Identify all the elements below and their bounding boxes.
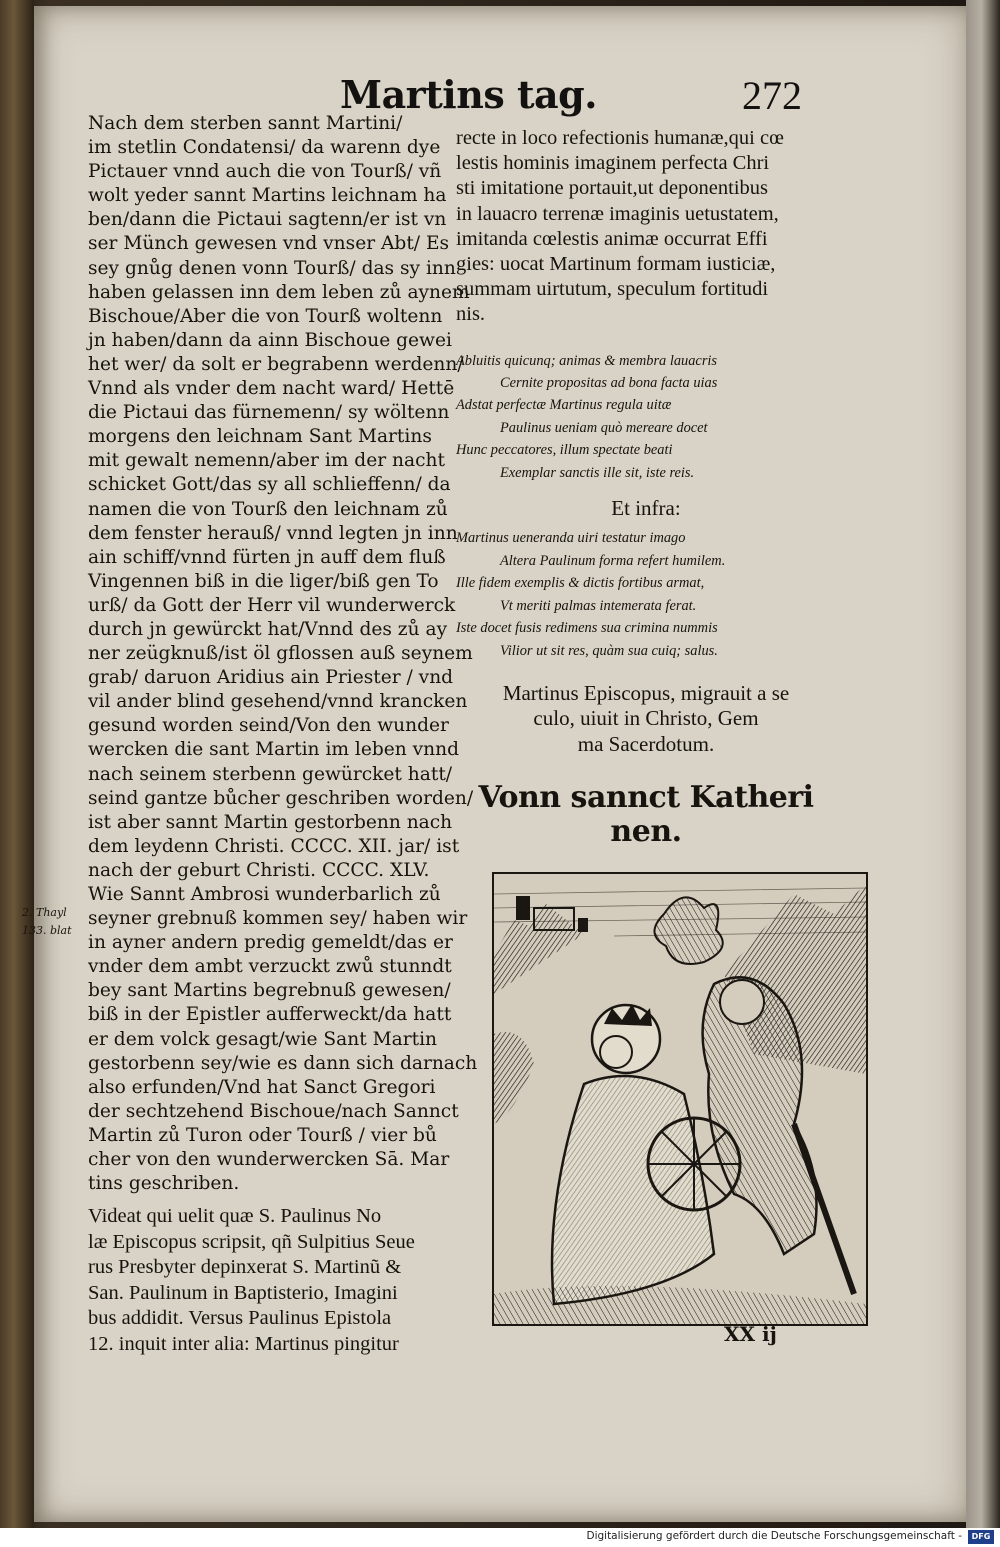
text-line: dem fenster herauß/ vnnd legten jn inn xyxy=(88,522,458,544)
left-column-german-text xyxy=(88,112,478,1196)
et-infra-heading: Et infra: xyxy=(611,496,681,521)
text-line: morgens den leichnam Sant Martins xyxy=(88,426,432,448)
right-column-prose xyxy=(456,126,836,328)
epitaph-line: culo, uiuit in Christo, Gem xyxy=(533,706,759,731)
text-line: im stetlin Condatensi/ da warenn dye xyxy=(88,137,441,159)
text-line: cher von den wunderwercken Sā. Mar xyxy=(88,1149,450,1171)
text-line: Bischoue/Aber die von Tourß woltenn xyxy=(88,305,443,327)
text-line: namen die von Tourß den leichnam zů xyxy=(88,498,448,520)
text-line: gesund worden seind/Von den wunder xyxy=(88,715,449,737)
folio-number: 272 xyxy=(742,73,802,118)
prose-line: imitanda cœlestis animæ occurrat Effi xyxy=(456,227,768,250)
epitaph-line: Martinus Episcopus, migrauit a se xyxy=(502,680,790,705)
text-line: also erfunden/Vnd hat Sanct Gregori xyxy=(88,1076,436,1098)
verse-block-1 xyxy=(456,350,836,484)
text-line: gestorbenn sey/wie es dann sich darnach xyxy=(88,1052,478,1074)
text-line: Pictauer vnnd auch die von Tourß/ vñ xyxy=(88,161,442,183)
text-line: seyner grebnuß kommen sey/ haben wir xyxy=(88,908,468,930)
text-line: nach seinem sterbenn gewürcket hatt/ xyxy=(88,763,453,785)
text-line: tins geschriben. xyxy=(88,1173,240,1195)
funding-notice: Digitalisierung gefördert durch die Deutsche Forschungsgemeinschaft - xyxy=(586,1530,962,1542)
margin-note xyxy=(22,904,72,940)
text-line: vil ander blind gesehend/vnnd krancken xyxy=(88,691,468,713)
prose-line: recte in loco refectionis humanæ,qui cœ xyxy=(456,127,784,149)
text-line: mit gewalt nemenn/aber im der nacht xyxy=(88,450,445,472)
verse-line: Adstat perfectæ Martinus regula uitæ xyxy=(456,397,672,414)
heading-line: Vonn sannct Katheri xyxy=(478,780,814,816)
prose-line: in lauacro terrenæ imaginis uetustatem, xyxy=(456,202,779,225)
dfg-logo: DFG xyxy=(968,1530,994,1544)
verse-line: Cernite propositas ad bona facta uias xyxy=(500,375,718,392)
text-line: in ayner andern predig gemeldt/das er xyxy=(88,932,453,954)
latin-text-line: 12. inquit inter alia: Martinus pingitur xyxy=(88,1332,399,1355)
footer-bar xyxy=(0,1528,1000,1547)
latin-text-line: San. Paulinum in Baptisterio, Imagini xyxy=(88,1281,398,1304)
text-line: nach der geburt Christi. CCCC. XLV. xyxy=(88,859,430,881)
signature-mark: XX ij xyxy=(724,1322,777,1346)
text-line: Vingennen biß in die liger/biß gen To xyxy=(88,570,439,592)
woodcut-illustration xyxy=(492,872,868,1326)
prose-line: summam uirtutum, speculum fortitudi xyxy=(456,278,769,301)
left-column-latin-text xyxy=(88,1204,448,1357)
text-line: bey sant Martins begrebnuß gewesen/ xyxy=(88,980,451,1002)
margin-note-line: 133. blat xyxy=(22,924,72,937)
epitaph xyxy=(456,681,836,758)
text-line: durch jn gewürckt hat/Vnnd des zů ay xyxy=(88,618,448,640)
latin-text-line: rus Presbyter depinxerat S. Martinũ & xyxy=(88,1256,402,1279)
text-line: Vnnd als vnder dem nacht ward/ Hettē xyxy=(88,378,455,400)
prose-line: lestis hominis imaginem perfecta Chri xyxy=(456,152,770,175)
verse-block-2 xyxy=(456,527,836,663)
verse-line: Ille fidem exemplis & dictis fortibus armat, xyxy=(456,575,705,592)
binding-edge xyxy=(0,0,34,1528)
right-column xyxy=(456,126,836,849)
text-line: ain schiff/vnnd fürten jn auff dem fluß xyxy=(88,546,446,568)
text-line: het wer/ da solt er begrabenn werdenn/ xyxy=(88,353,464,375)
verse-line: Paulinus ueniam quò mereare docet xyxy=(500,419,708,436)
text-line: dem leydenn Christi. CCCC. XII. jar/ ist xyxy=(88,835,460,857)
text-line: Wie Sannt Ambrosi wunderbarlich zů xyxy=(88,884,441,905)
running-title: Martins tag. xyxy=(340,72,597,117)
text-line: ner zeügknuß/ist öl gflossen auß seynem xyxy=(88,643,473,665)
left-column xyxy=(88,112,478,1357)
latin-text-line: læ Episcopus scripsit, qñ Sulpitius Seue xyxy=(88,1230,415,1253)
text-line: Martin zů Turon oder Tourß / vier bů xyxy=(88,1124,437,1146)
verse-line: Abluitis quicunq; animas & membra lauacris xyxy=(456,352,718,369)
verse-line: Martinus ueneranda uiri testatur imago xyxy=(456,530,686,547)
text-line: urß/ da Gott der Herr vil wunderwerck xyxy=(88,594,456,616)
prose-line: gies: uocat Martinum formam iusticiæ, xyxy=(456,253,776,276)
text-line: wercken die sant Martin im leben vnnd xyxy=(88,739,460,761)
prose-line: sti imitatione portauit,ut deponentibus xyxy=(456,177,769,200)
text-line: jn haben/dann da ainn Bischoue gewei xyxy=(88,329,452,351)
verse-line: Hunc peccatores, illum spectate beati xyxy=(456,442,673,459)
heading-line: nen. xyxy=(610,814,682,850)
verse-line: Vt meriti palmas intemerata ferat. xyxy=(500,597,697,614)
text-line: ist aber sannt Martin gestorbenn nach xyxy=(88,811,453,833)
text-line: vnder dem ambt verzuckt zwů stunndt xyxy=(88,956,452,978)
epitaph-line: ma Sacerdotum. xyxy=(577,731,715,756)
text-line: wolt yeder sannt Martins leichnam ha xyxy=(88,185,447,207)
text-line: haben gelassen inn dem leben zů aynem xyxy=(88,281,470,303)
verse-line: Iste docet fusis redimens sua crimina nummis xyxy=(456,620,718,637)
page-fore-edge xyxy=(966,0,1000,1528)
prose-line: nis. xyxy=(456,303,486,326)
latin-text-line: bus addidit. Versus Paulinus Epistola xyxy=(88,1307,392,1330)
latin-text-line: Videat qui uelit quæ S. Paulinus No xyxy=(88,1205,382,1228)
text-line: seind gantze bůcher geschriben worden/ xyxy=(88,787,474,809)
text-line: biß in der Epistler aufferweckt/da hatt xyxy=(88,1004,452,1026)
text-line: die Pictaui das fürnemenn/ sy wöltenn xyxy=(88,402,450,424)
section-heading xyxy=(456,781,836,849)
text-line: schicket Gott/das sy all schlieffenn/ da xyxy=(88,474,451,496)
text-line: grab/ daruon Aridius ain Priester / vnd xyxy=(88,667,454,689)
verse-line: Vilior ut sit res, quàm sua cuiq; salus. xyxy=(500,643,718,660)
margin-note-line: 2. Thayl xyxy=(22,906,67,919)
text-line: sey gnůg denen vonn Tourß/ das sy inn xyxy=(88,257,456,279)
woodcut-saint-catherine-image xyxy=(494,874,866,1324)
text-line: ser Münch gewesen vnd vnser Abt/ Es xyxy=(88,233,450,255)
text-line: er dem volck gesagt/wie Sant Martin xyxy=(88,1028,438,1050)
verse-line: Altera Paulinum forma refert humilem. xyxy=(500,552,726,569)
text-line: der sechtzehend Bischoue/nach Sannct xyxy=(88,1100,459,1122)
text-line: ben/dann die Pictaui sagtenn/er ist vn xyxy=(88,209,447,231)
verse-line: Exemplar sanctis ille sit, iste reis. xyxy=(500,464,695,481)
text-line: Nach dem sterben sannt Martini/ xyxy=(88,113,403,134)
